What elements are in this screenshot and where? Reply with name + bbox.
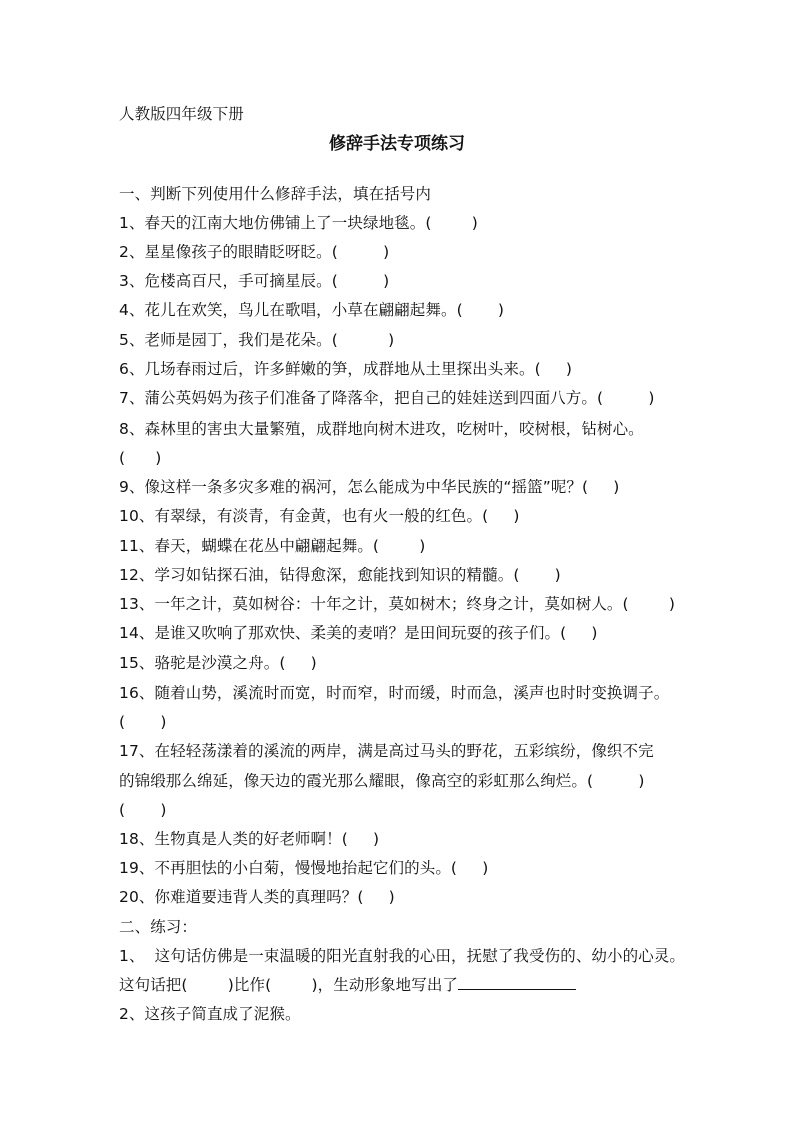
question-line: 15、骆驼是沙漠之舟。( ) bbox=[119, 654, 317, 672]
question-line: 18、生物真是人类的好老师啊！( ) bbox=[119, 830, 380, 848]
question-line: ( ) bbox=[119, 801, 167, 819]
section2-heading: 二、练习： bbox=[119, 918, 198, 936]
question-line: 16、随着山势，溪流时而宽，时而窄，时而缓，时而急，溪声也时时变换调子。 bbox=[119, 684, 670, 702]
page-title: 修辞手法专项练习 bbox=[329, 134, 465, 154]
grade-header: 人教版四年级下册 bbox=[119, 105, 244, 123]
section1-heading: 一、判断下列使用什么修辞手法，填在括号内 bbox=[119, 185, 432, 203]
question-line: 5、老师是园丁，我们是花朵。( ) bbox=[119, 331, 395, 349]
question-line: ( ) bbox=[119, 713, 167, 731]
question-line: 7、蒲公英妈妈为孩子们准备了降落伞，把自己的娃娃送到四面八方。( ) bbox=[119, 389, 655, 407]
question-line: 13、一年之计，莫如树谷：十年之计，莫如树木；终身之计，莫如树人。( ) bbox=[119, 595, 676, 613]
exercise-text: 这句话把( )比作( )，生动形象地写出了 bbox=[119, 976, 459, 994]
question-line: 6、几场春雨过后，许多鲜嫩的笋，成群地从土里探出头来。( ) bbox=[119, 360, 572, 378]
question-line: 1、春天的江南大地仿佛铺上了一块绿地毯。( ) bbox=[119, 214, 478, 232]
exercise-line: 2、这孩子简直成了泥猴。 bbox=[119, 1005, 301, 1023]
question-line: 2、星星像孩子的眼睛眨呀眨。( ) bbox=[119, 243, 390, 261]
exercise-line bbox=[119, 975, 576, 995]
question-line: 11、春天，蝴蝶在花丛中翩翩起舞。( ) bbox=[119, 537, 426, 555]
question-line: 的锦缎那么绵延，像天边的霞光那么耀眼，像高空的彩虹那么绚烂。( ) bbox=[119, 772, 645, 790]
question-line: 20、你难道要违背人类的真理吗？( ) bbox=[119, 888, 395, 906]
question-line: 8、森林里的害虫大量繁殖，成群地向树木进攻，吃树叶，咬树根，钻树心。 bbox=[119, 420, 644, 438]
question-line: 17、在轻轻荡漾着的溪流的两岸，满是高过马头的野花，五彩缤纷，像织不完 bbox=[119, 742, 654, 760]
question-line: 10、有翠绿，有淡青，有金黄，也有火一般的红色。( ) bbox=[119, 507, 520, 525]
answer-blank[interactable] bbox=[458, 975, 576, 990]
question-line: 4、花儿在欢笑，鸟儿在歌唱，小草在翩翩起舞。( ) bbox=[119, 301, 505, 319]
question-line: 3、危楼高百尺，手可摘星辰。( ) bbox=[119, 272, 390, 290]
question-line: 9、像这样一条多灾多难的祸河，怎么能成为中华民族的“摇篮”呢？( ) bbox=[119, 478, 620, 496]
question-line: 12、学习如钻探石油，钻得愈深，愈能找到知识的精髓。( ) bbox=[119, 566, 561, 584]
question-line: 14、是谁又吹响了那欢快、柔美的麦哨？是田间玩耍的孩子们。( ) bbox=[119, 624, 598, 642]
question-line: 19、不再胆怯的小白菊，慢慢地抬起它们的头。( ) bbox=[119, 859, 489, 877]
question-line: ( ) bbox=[119, 449, 162, 467]
exercise-line: 1、 这句话仿佛是一束温暖的阳光直射我的心田，抚慰了我受伤的、幼小的心灵。 bbox=[119, 947, 686, 965]
